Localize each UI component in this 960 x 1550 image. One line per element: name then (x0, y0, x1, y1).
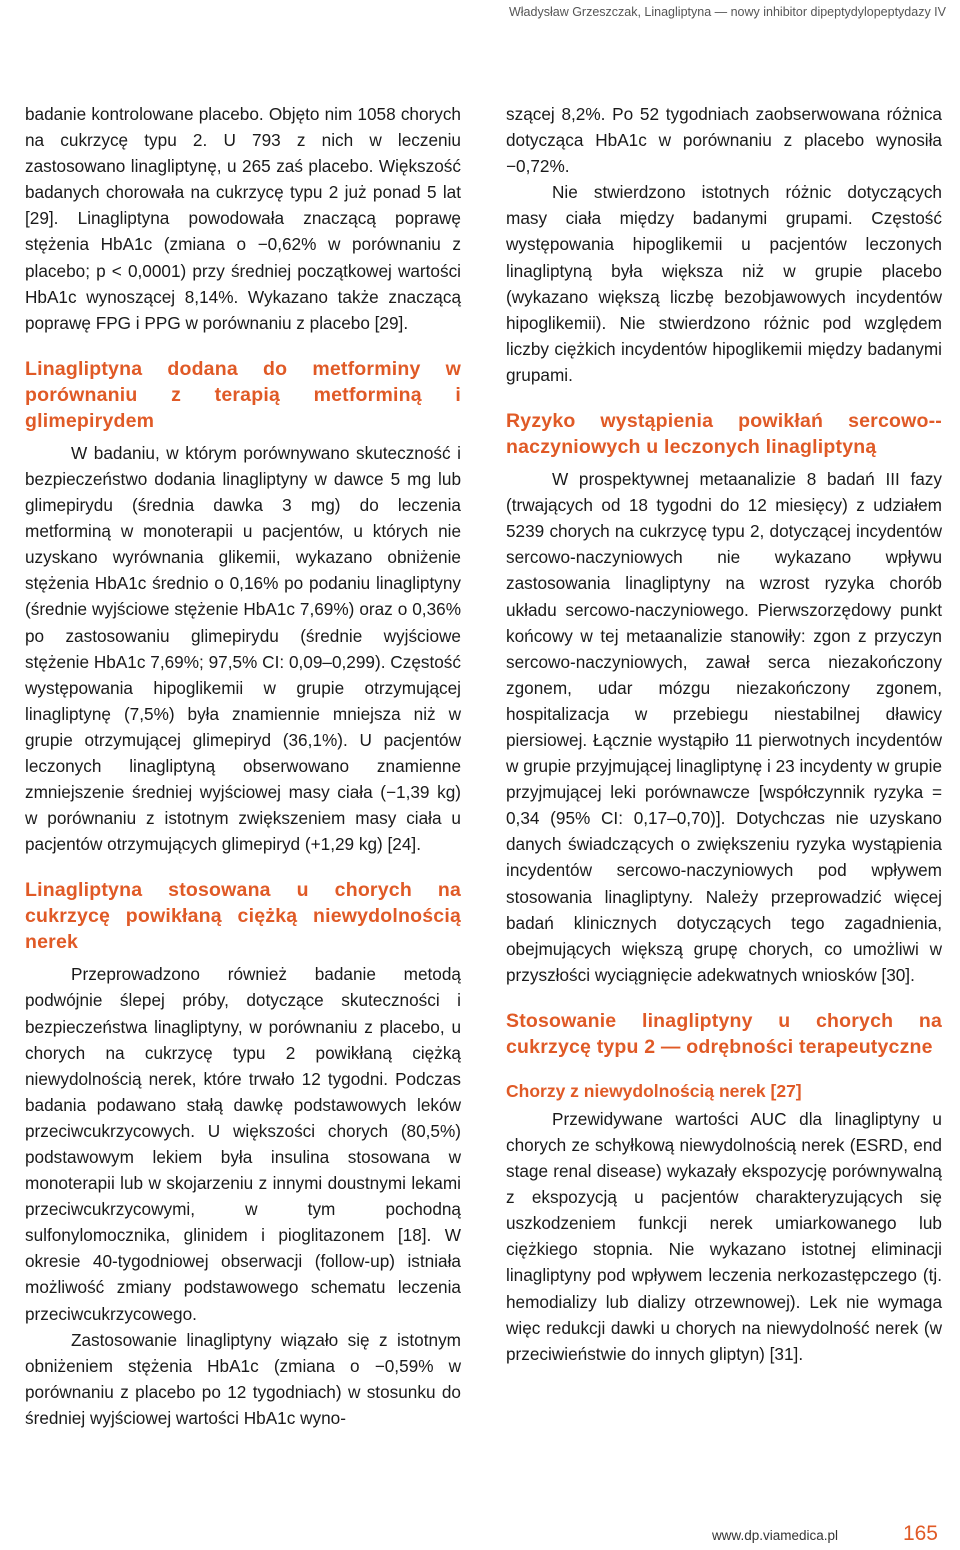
paragraph: W badaniu, w którym porównywano skuteczność i bezpieczeństwo dodania linagliptyny w dawce 5 mg lub glimepirydu (średnia dawka 3 mg) do leczenia metforminą w monoterapii u pacjentów, u których nie uzyskano wyrównania glikemii, wykazano obniżenie stężenia HbA1c średnio o 0,16% po podaniu linagliptyny (średnie wyjściowe stężenie HbA1c 7,69%) oraz o 0,36% po zastosowaniu glimepirydu (średnie wyjściowe stężenie HbA1c 7,69%; 97,5% CI: 0,09–0,299). Częstość występowania hipoglikemii w grupie otrzymującej linagliptynę (7,5%) była znamiennie mniejsza niż w grupie otrzymującej glimepiryd (36,1%). U pacjentów leczonych linagliptyną obserwowano znamienne zmniejszenie średniej wyjściowej masy ciała (−1,39 kg) w porównaniu z istotnym zwiększeniem masy ciała u pacjentów otrzymujących glimepiryd (+1,29 kg) [24]. (25, 442, 461, 855)
section-heading: Linagliptyna dodana do metforminy w porównaniu z terapią metforminą i glimepirydem (25, 357, 461, 432)
paragraph: szącej 8,2%. Po 52 tygodniach zaobserwowana różnica dotycząca HbA1c w porównaniu z placebo wynosiła −0,72%. (506, 104, 942, 177)
section-heading: Stosowanie linagliptyny u chorych na cukrzycę typu 2 — odrębności terapeutyczne (506, 1009, 942, 1058)
right-column (506, 101, 942, 1367)
subsection-heading: Chorzy z niewydolnością nerek [27] (506, 1080, 802, 1101)
left-column (25, 101, 461, 1431)
paragraph: Nie stwierdzono istotnych różnic dotyczących masy ciała między badanymi grupami. Częstość występowania hipoglikemii u pacjentów leczonych linagliptyną była większa niż w grupie placebo (wykazano większą liczbę bezobjawowych incydentów hipoglikemii). Nie stwierdzono różnic pod względem liczby ciężkich incydentów hipoglikemii między badanymi grupami. (506, 182, 942, 385)
paragraph: W prospektywnej metaanalizie 8 badań III fazy (trwających od 18 tygodni do 12 miesięcy) z udziałem 5239 chorych na cukrzycę typu 2, dotyczącej incydentów sercowo-naczyniowych nie wykazano wpływu zastosowania linagliptyny na wzrost ryzyka chorób układu sercowo-naczyniowego. Pierwszorzędowy punkt końcowy w tej metaanalizie stanowiły: zgon z przyczyn sercowo-naczyniowych, zawał serca niezakończony zgonem, udar mózgu niezakończony zgonem, hospitalizacja w przebiegu niestabilnej dławicy piersiowej. Łącznie wystąpiło 11 pierwotnych incydentów w grupie przyjmującej linagliptynę i 23 incydenty w grupie przyjmującej leki porównawcze [współczynnik ryzyka = 0,34 (95% CI: 0,17–0,70)]. Dotychczas nie uzyskano danych świadczących o zwiększeniu ryzyka wystąpienia incydentów sercowo-naczyniowych pod wpływem stosowania linagliptyny. Należy przeprowadzić więcej badań klinicznych dotyczących tego zagadnienia, obejmujących większą grupę chorych, co umożliwi w przyszłości wyciągnięcie adekwatnych wniosków [30]. (506, 469, 942, 985)
page-number: 165 (902, 1522, 938, 1545)
paragraph: badanie kontrolowane placebo. Objęto nim 1058 chorych na cukrzycę typu 2. U 793 z nich w leczeniu zastosowano linagliptynę, u 265 zaś placebo. Większość badanych chorowała na cukrzycę typu 2 już ponad 5 lat [29]. Linagliptyna powodowała znaczącą poprawę stężenia HbA1c (zmiana o −0,62% w porównaniu z placebo; p < 0,0001) przy średniej początkowej wartości HbA1c wynoszącej 8,14%. Wykazano także znaczącą poprawę FPG i PPG w porównaniu z placebo [29]. (25, 104, 461, 333)
paragraph: Zastosowanie linagliptyny wiązało się z istotnym obniżeniem stężenia HbA1c (zmiana o −0,59% w porównaniu z placebo po 12 tygodniach) w stosunku do średniej wyjściowej wartości HbA1c wyno- (25, 1329, 461, 1428)
page-footer (0, 1520, 960, 1550)
journal-url: www.dp.viamedica.pl (711, 1528, 838, 1543)
paragraph: Przewidywane wartości AUC dla linagliptyny u chorych ze schyłkową niewydolnością nerek (ESRD, end stage renal disease) wykazały ekspozycję porównywalną z ekspozycją u pacjentów charakteryzujących się uszkodzeniem funkcji nerek umiarkowanego lub ciężkiego stopnia. Nie wykazano istotnej eliminacji linagliptyny pod wpływem leczenia nerkozastępczego (tj. hemodializy lub dializy otrzewnowej). Lek nie wymaga więc redukcji dawki u chorych na niewydolność nerek (w przeciwieństwie do innych gliptyn) [31]. (506, 1108, 942, 1364)
running-head-text: Władysław Grzeszczak, Linagliptyna — nowy inhibitor dipeptydylopeptydazy IV (508, 5, 946, 19)
running-head (0, 0, 960, 30)
section-heading: Ryzyko wystąpienia powikłań sercowo--naczyniowych u leczonych linagliptyną (506, 410, 942, 459)
section-heading: Linagliptyna stosowana u chorych na cukrzycę powikłaną ciężką niewydolnością nerek (25, 879, 461, 954)
paragraph: Przeprowadzono również badanie metodą podwójnie ślepej próby, dotyczące skuteczności i bezpieczeństwa linagliptyny, w porównaniu z placebo, u chorych na cukrzycę typu 2 powikłaną ciężką niewydolnością nerek, które trwało 12 tygodni. Podczas badania podawano stałą dawkę podstawowych leków przeciwcukrzycowych. U większości chorych (80,5%) podstawowym lekiem była insulina stosowana w monoterapii lub w skojarzeniu z innymi doustnymi lekami przeciwcukrzycowymi, w tym pochodną sulfonylomocznika, glinidem i pioglitazonem [18]. W okresie 40-tygodniowej obserwacji (follow-up) istniała możliwość zmiany podstawowego schematu leczenia przeciwcukrzycowego. (25, 964, 461, 1324)
